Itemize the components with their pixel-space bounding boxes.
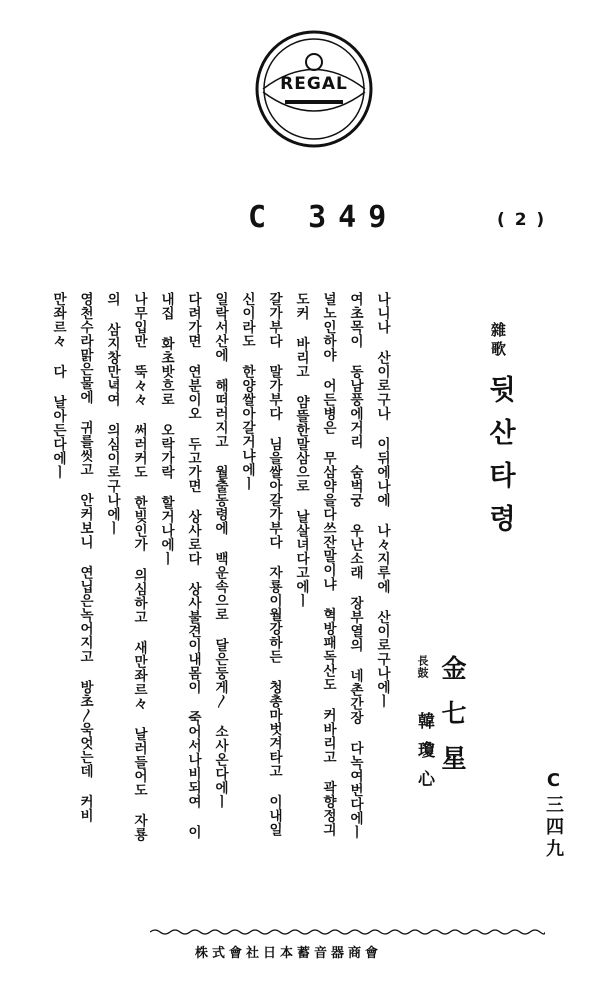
lyric-line: 영천수라맑은물에 귀를씻고 안커보니 연닙은녹어지고 방초〳욱엇는데 커비 (77, 292, 93, 823)
song-title: 뒷산타령 (484, 375, 515, 547)
singer-name: 金七星 (438, 655, 467, 790)
lyric-line: 여초목이 동남풍에거리 숨벅궁 우난소래 장부열의 네촌간장 다녹여번다에ㅣ (347, 292, 363, 839)
side-catalog-number: C三四九 (543, 770, 564, 861)
lyric-line: 널노인하야 어든병은 무삼약을다쓰잔말이냐 혁방패독산도 커바리고 곽향정긔 (320, 292, 336, 837)
lyric-line: 다려가면 연분이오 두고가면 상사로다 상사불견이내몸이 죽어서나비되여 이 (185, 292, 201, 839)
accompanist-name: 韓瓊心 (414, 712, 434, 799)
lyric-line: 내집 화초밧흐로 오락가락 할거나에ㅣ (158, 292, 174, 566)
catalog-number: C 349 (248, 200, 399, 235)
lyric-line: 나무입만 뚝々々 써러커도 한빚인가 의심하고 새만좌르々 날러들어도 자룡 (131, 292, 147, 842)
lyric-line: 도커 바리고 얌뜰한말삼으로 날살녀다고에ㅣ (293, 292, 309, 608)
brand-name: REGAL (280, 74, 348, 94)
lyric-line: 의 삼지창만녁여 의심이로구나에ㅣ (104, 292, 120, 535)
publisher-name: 株式會社日本蓄音器商會 (195, 946, 383, 961)
lyric-line: 갈가부다 말가부다 님을쌀아갈가부다 자룡이월강하든 청총마벗겨타고 이내일 (266, 292, 282, 837)
regal-logo (255, 30, 373, 148)
side-number: ( 2 ) (497, 210, 547, 230)
lyric-line: 신이라도 한양쌀아갈거냐에ㅣ (239, 292, 255, 491)
wavy-divider (150, 928, 545, 936)
lyric-line: 나니나 산이로구나 이뒤에나에 나々지루에 산이로구나에ㅣ (374, 292, 390, 708)
accompanist-role: 長鼓 (416, 655, 429, 679)
lyric-line: 만좌르々 다 날아든다에ㅣ (50, 292, 66, 479)
genre-label: 雜歌 (489, 322, 507, 360)
lyric-line: 일락서산에 해떠러지고 월출동령에 백운속으로 달은둥게〳 소사온다에ㅣ (212, 292, 228, 809)
